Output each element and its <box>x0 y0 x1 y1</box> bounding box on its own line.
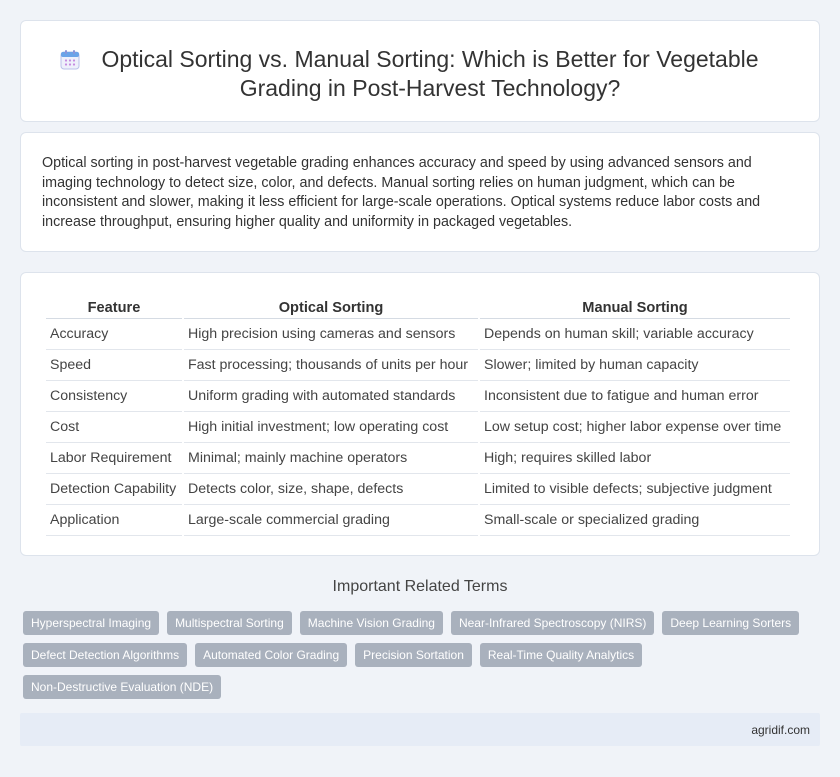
table-cell: Inconsistent due to fatigue and human error <box>480 381 790 412</box>
table-cell: Accuracy <box>46 319 182 350</box>
footer-site-link[interactable]: agridif.com <box>751 723 810 737</box>
table-row <box>46 505 790 536</box>
table-cell: Minimal; mainly machine operators <box>184 443 478 474</box>
term-tag[interactable]: Real-Time Quality Analytics <box>480 643 642 667</box>
table-header-row <box>46 297 790 319</box>
table-cell: Application <box>46 505 182 536</box>
term-tag[interactable]: Hyperspectral Imaging <box>23 611 159 635</box>
footer-bar <box>20 713 820 746</box>
comparison-table <box>44 297 792 536</box>
term-tag[interactable]: Defect Detection Algorithms <box>23 643 187 667</box>
term-tag[interactable]: Deep Learning Sorters <box>662 611 799 635</box>
term-tag[interactable]: Multispectral Sorting <box>167 611 292 635</box>
related-terms-title: Important Related Terms <box>332 578 508 595</box>
table-row <box>46 443 790 474</box>
header-optical: Optical Sorting <box>184 297 478 319</box>
title-wrap <box>21 45 819 103</box>
table-cell: Limited to visible defects; subjective judgment <box>480 474 790 505</box>
table-cell: Speed <box>46 350 182 381</box>
term-tag[interactable]: Non-Destructive Evaluation (NDE) <box>23 675 221 699</box>
table-row <box>46 412 790 443</box>
term-tag[interactable]: Precision Sortation <box>355 643 472 667</box>
table-cell: Depends on human skill; variable accuracy <box>480 319 790 350</box>
table-cell: High precision using cameras and sensors <box>184 319 478 350</box>
term-tag[interactable]: Machine Vision Grading <box>300 611 443 635</box>
intro-paragraph: Optical sorting in post-harvest vegetable grading enhances accuracy and speed by using advanced sensors and imaging technology to detect size, color, and defects. Manual sorting relies on human judgment, which can be inconsistent and slower, making it less efficient for large-scale operations. Optical systems reduce labor costs and increase throughput, ensuring higher quality and uniformity in packaged vegetables. <box>42 155 761 230</box>
table-cell: Cost <box>46 412 182 443</box>
table-cell: Fast processing; thousands of units per hour <box>184 350 478 381</box>
table-row <box>46 474 790 505</box>
term-tag[interactable]: Automated Color Grading <box>195 643 347 667</box>
term-tag[interactable]: Near-Infrared Spectroscopy (NIRS) <box>451 611 654 635</box>
header-feature: Feature <box>46 297 182 319</box>
table-cell: Large-scale commercial grading <box>184 505 478 536</box>
table-cell: Consistency <box>46 381 182 412</box>
calendar-icon <box>59 49 81 71</box>
intro-card <box>20 132 820 252</box>
table-cell: Slower; limited by human capacity <box>480 350 790 381</box>
table-row <box>46 381 790 412</box>
comparison-card <box>20 272 820 556</box>
table-cell: High initial investment; low operating cost <box>184 412 478 443</box>
title-card <box>20 20 820 122</box>
table-cell: Detection Capability <box>46 474 182 505</box>
related-terms-list <box>23 611 803 699</box>
table-cell: Detects color, size, shape, defects <box>184 474 478 505</box>
table-cell: Uniform grading with automated standards <box>184 381 478 412</box>
page-title: Optical Sorting vs. Manual Sorting: Which is Better for Vegetable Grading in Post-Harvest Technology? <box>101 46 759 101</box>
table-row <box>46 319 790 350</box>
table-cell: Low setup cost; higher labor expense over time <box>480 412 790 443</box>
table-row <box>46 350 790 381</box>
table-cell: High; requires skilled labor <box>480 443 790 474</box>
table-cell: Small-scale or specialized grading <box>480 505 790 536</box>
header-manual: Manual Sorting <box>480 297 790 319</box>
table-cell: Labor Requirement <box>46 443 182 474</box>
